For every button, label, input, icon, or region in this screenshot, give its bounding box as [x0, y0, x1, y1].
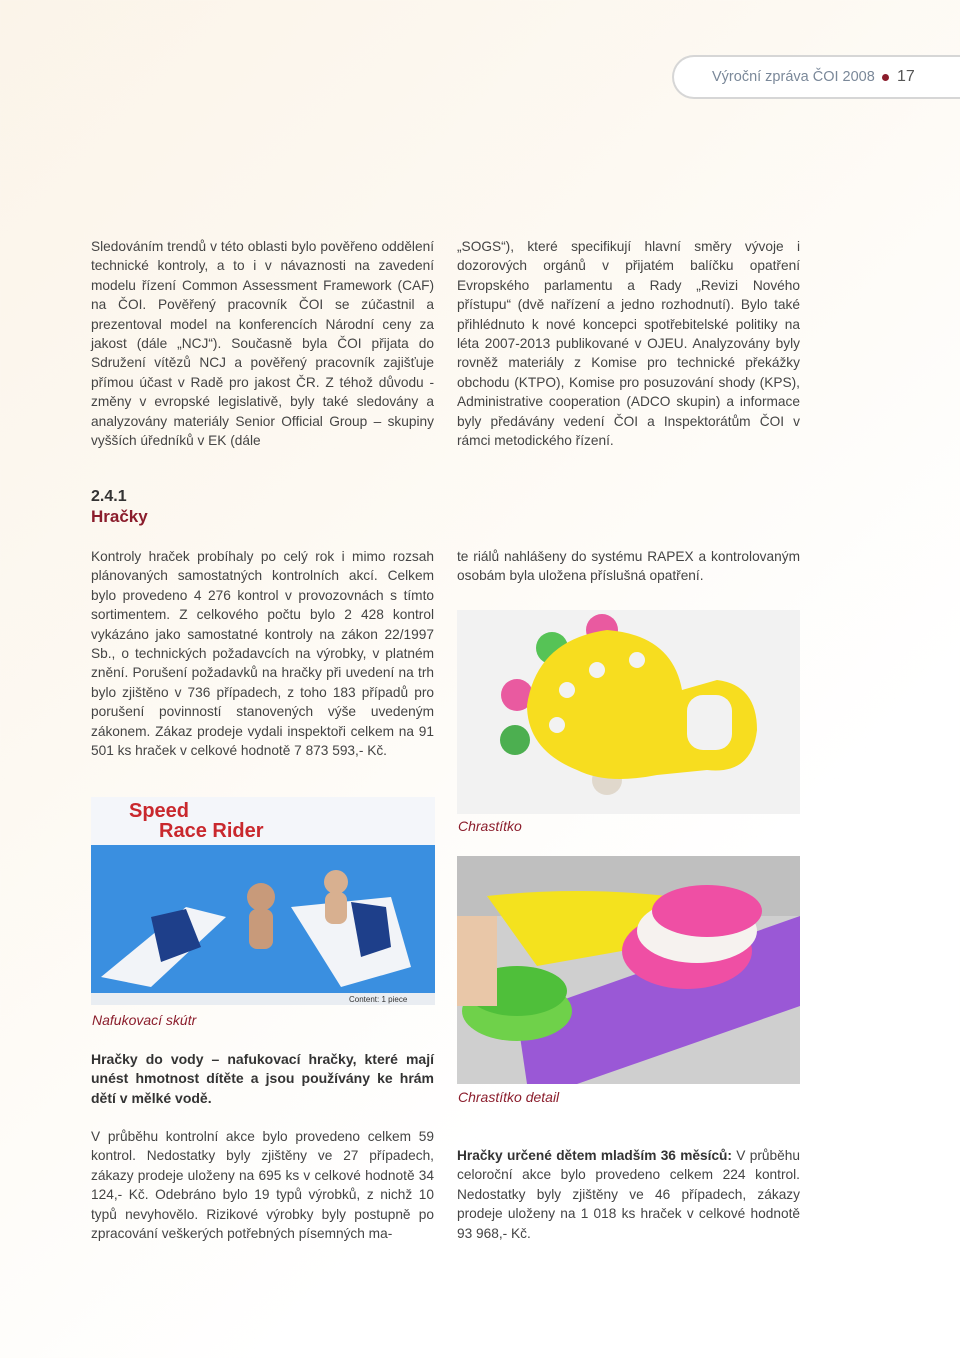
rattle-photo: [457, 610, 800, 814]
section-number: 2.4.1: [91, 488, 127, 505]
toys-left-paragraph: Kontroly hraček probíhaly po celý rok i mimo rozsah plánovaných samostatných kontrolních akcí. Celkem bylo provedeno 4 276 kontrol v provozovnách s tímto sortimentem. Z celkového počtu bylo 2 428 kontrol vykázáno jako samostatné kontroly na zákon 22/1997 Sb., o technických požadavcích na výrobky, v platném znění. Porušení požadavků na hračky při uvedení na trh bylo zjištěno v 736 případech, z toho 183 případů pro porušení povinností stanovených výše uvedeným zákonem. Zákaz prodeje vydali inspektoři celkem na 91 501 ks hraček v celkové hodnotě 7 873 593,- Kč.: [91, 549, 434, 759]
young-children-text: V průběhu celoroční akce bylo provedeno celkem 224 kontrol. Nedostatky byly zjištěny ve 46 případech, zákazy prodeje uloženy na 1 018 ks hraček v celkové hodnotě 93 968,- Kč.: [457, 1148, 800, 1241]
report-title: Výroční zpráva ČOI 2008: [712, 69, 875, 85]
water-toys-paragraph: V průběhu kontrolní akce bylo provedeno celkem 59 kontrol. Nedostatky byly zjištěny ve 27 případech, zákazy prodeje uloženy na 695 ks v celkové hodnotě 34 124,- Kč. Odebráno bylo 19 typů výrobků, z nichž 10 typů nevyhovělo. Rizikové výrobky byly postupně po zpracování veškerých potřebných písemných ma-: [91, 1129, 434, 1242]
toys-right-paragraph: te riálů nahlášeny do systému RAPEX a kontrolovaným osobám byla uložena příslušná opatření.: [457, 549, 800, 584]
scooter-photo: [91, 797, 435, 1005]
rattle-detail-caption: Chrastítko detail: [458, 1089, 560, 1105]
intro-left-paragraph: Sledováním trendů v této oblasti bylo pověřeno oddělení technické kontroly, a to i v návaznosti na zavedení modelu řízení Common Assessment Framework (CAF) na ČOI. Pověřený pracovník ČOI se zúčastnil a prezentoval model na konferencích Národní ceny za jakost (dále „NCJ“). Současně byla ČOI přijata do Sdružení vítězů NCJ a pověřený pracovník zajišťuje přímou účast v Radě pro jakost ČR. Z téhož důvodu - změny v evropské legislativě, byly také sledovány a analyzovány materiály Senior Official Group – skupiny vyšších úředníků v EK (dále: [91, 239, 434, 449]
section-title: Hračky: [91, 507, 148, 526]
box-title-line1: Speed: [129, 800, 190, 822]
young-children-paragraph: [457, 1146, 800, 1243]
rattle-caption: Chrastítko: [458, 818, 522, 834]
water-toys-heading: Hračky do vody – nafukovací hračky, které mají unést hmotnost dítěte a jsou používány ke hrám dětí v mělké vodě.: [91, 1051, 434, 1106]
scooter-caption: Nafukovací skútr: [92, 1012, 197, 1028]
bullet-dot-icon: [882, 74, 889, 81]
page-number: 17: [897, 68, 915, 85]
box-footer: Content: 1 piece: [349, 995, 408, 1004]
intro-right-paragraph: „SOGS“), které specifikují hlavní směry vývoje i dozorových orgánů v přijatém balíčku opatření Evropského parlamentu a Rady „Revizi Nového přístupu“ (dvě nařízení a jedno rozhodnutí). Bylo také přihlédnuto k nové koncepci spotřebitelské politiky na léta 2007-2013 publikované v OJEU. Analyzovány byly rovněž materiály z Komise pro technické překážky obchodu (KTPO), Komise pro posuzování shody (KPS), Administrative cooperation (ADCO skupin) a informace byly předávány vedení ČOI a Inspektorátům ČOI v rámci metodického řízení.: [457, 239, 800, 449]
young-children-label: Hračky určené dětem mladším 36 měsíců:: [457, 1148, 732, 1163]
box-title-line2: Race Rider: [159, 820, 264, 842]
rattle-detail-photo: [457, 856, 800, 1084]
